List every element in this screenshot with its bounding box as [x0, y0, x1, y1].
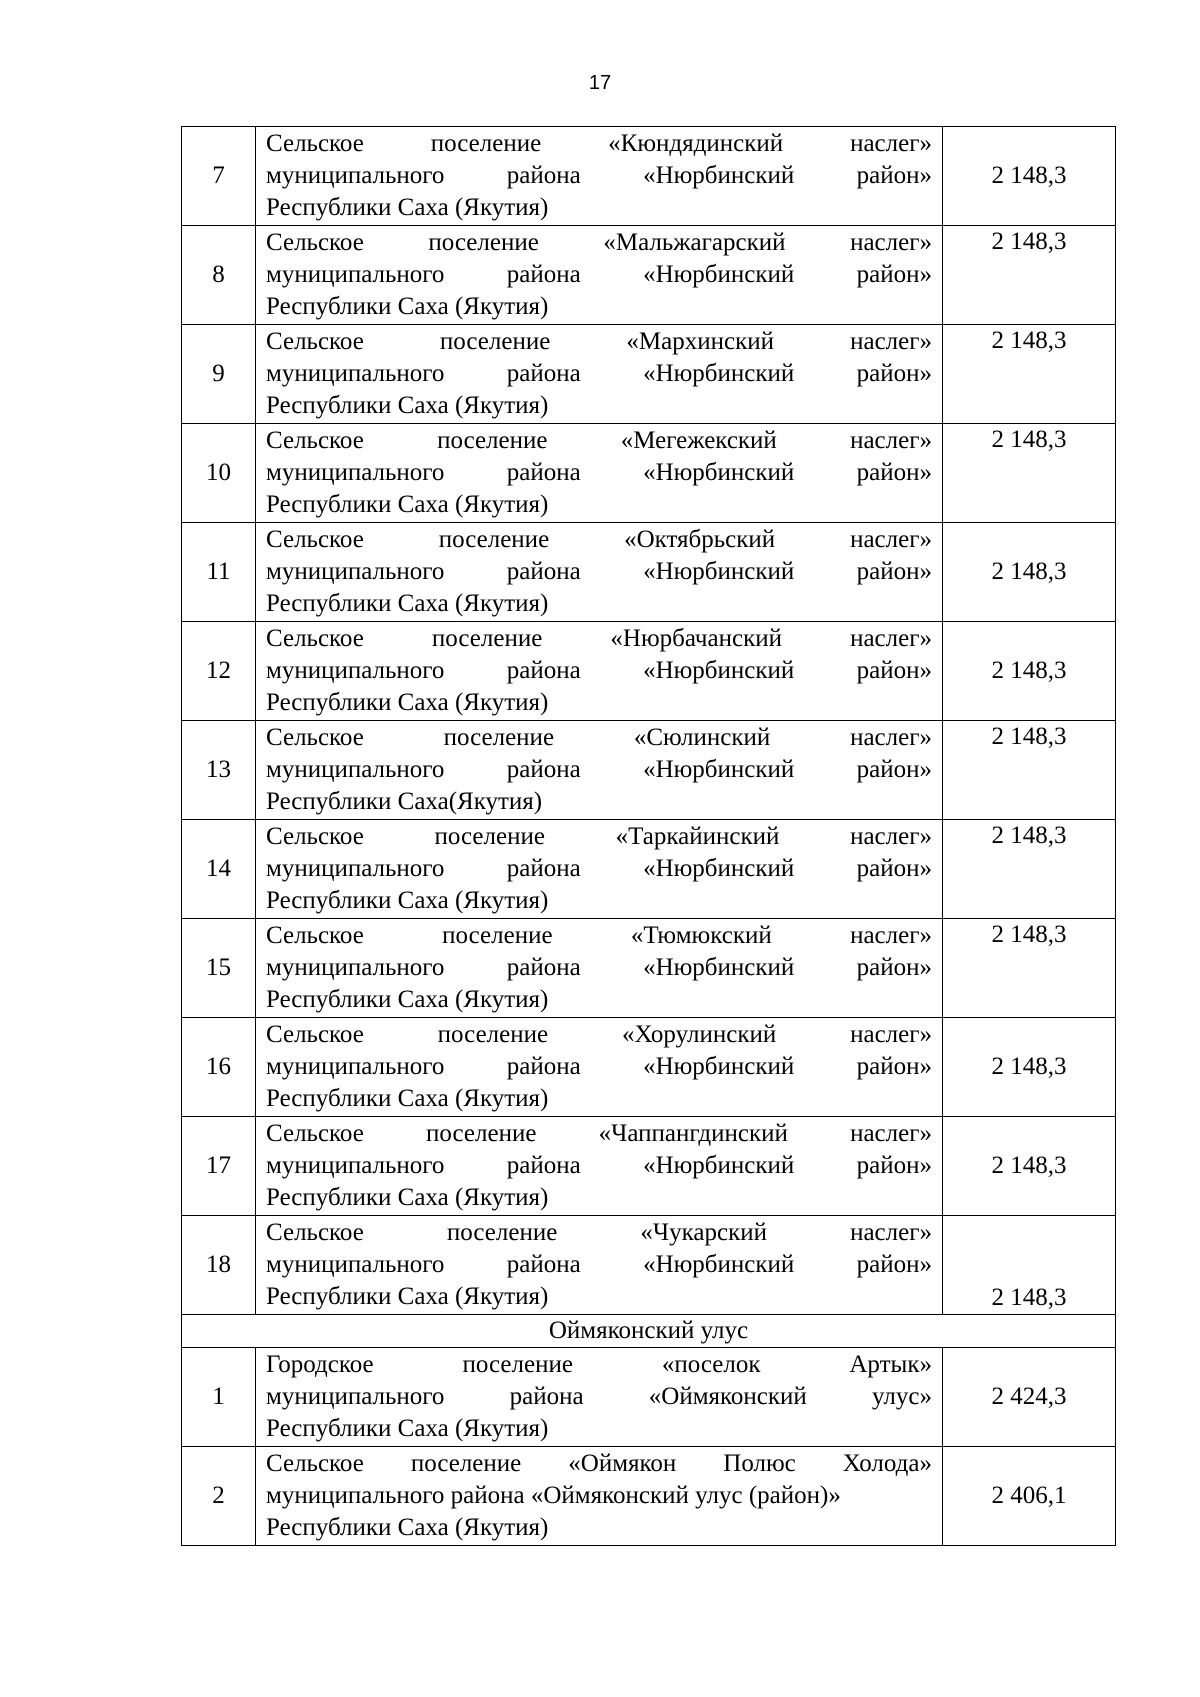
row-number: 2: [182, 1447, 256, 1546]
settlement-name: [256, 424, 943, 523]
table-row: [182, 1447, 1116, 1546]
table-row: [182, 424, 1116, 523]
amount-cell: 2 148,3: [943, 523, 1116, 622]
name-line-2: муниципального района «Нюрбинский район»: [266, 1152, 932, 1179]
amount-cell: 2 148,3: [943, 325, 1116, 424]
name-line-3: Республики Саха (Якутия): [266, 392, 549, 419]
name-line-3: Республики Саха (Якутия): [266, 194, 549, 221]
name-line-3: Республики Саха (Якутия): [266, 1514, 549, 1541]
settlement-name: [256, 622, 943, 721]
row-number: 12: [182, 622, 256, 721]
amount-cell: 2 148,3: [943, 1216, 1116, 1315]
name-line-2: муниципального района «Нюрбинский район»: [266, 1251, 932, 1278]
settlement-name: [256, 820, 943, 919]
table-row: [182, 1018, 1116, 1117]
settlement-name: [256, 127, 943, 226]
name-line-1: Сельское поселение «Нюрбачанский наслег»: [266, 625, 932, 652]
name-line-3: Республики Саха (Якутия): [266, 1085, 549, 1112]
amount-cell: 2 148,3: [943, 622, 1116, 721]
page-number: 17: [588, 72, 612, 94]
name-line-2: муниципального района «Нюрбинский район»: [266, 261, 932, 288]
allocation-table: [181, 126, 1116, 1546]
settlement-name: [256, 1447, 943, 1546]
table-row: [182, 820, 1116, 919]
name-line-2: муниципального района «Оймяконский улус (район)»: [266, 1482, 841, 1509]
settlement-name: [256, 325, 943, 424]
settlement-name: [256, 226, 943, 325]
name-line-1: Сельское поселение «Тюмюкский наслег»: [266, 922, 932, 949]
row-number: 17: [182, 1117, 256, 1216]
table-row: [182, 1348, 1116, 1447]
settlement-name: [256, 1216, 943, 1315]
name-line-2: муниципального района «Оймяконский улус»: [266, 1383, 932, 1410]
settlement-name: [256, 919, 943, 1018]
table-row: [182, 523, 1116, 622]
row-number: 11: [182, 523, 256, 622]
name-line-1: Сельское поселение «Чукарский наслег»: [266, 1219, 932, 1246]
amount-cell: 2 148,3: [943, 721, 1116, 820]
table-row: [182, 622, 1116, 721]
name-line-1: Сельское поселение «Сюлинский наслег»: [266, 724, 932, 751]
name-line-2: муниципального района «Нюрбинский район»: [266, 459, 932, 486]
amount-cell: 2 148,3: [943, 127, 1116, 226]
name-line-2: муниципального района «Нюрбинский район»: [266, 657, 932, 684]
table-row: [182, 127, 1116, 226]
amount-cell: 2 148,3: [943, 820, 1116, 919]
name-line-3: Республики Саха (Якутия): [266, 590, 549, 617]
settlement-name: [256, 1117, 943, 1216]
name-line-2: муниципального района «Нюрбинский район»: [266, 756, 932, 783]
table-row: [182, 1216, 1116, 1315]
name-line-1: Сельское поселение «Мальжагарский наслег»: [266, 229, 932, 256]
table-row: [182, 226, 1116, 325]
name-line-1: Сельское поселение «Кюндядинский наслег»: [266, 130, 932, 157]
name-line-2: муниципального района «Нюрбинский район»: [266, 954, 932, 981]
name-line-1: Сельское поселение «Чаппангдинский наслег»: [266, 1120, 932, 1147]
table-row: [182, 919, 1116, 1018]
amount-cell: 2 148,3: [943, 226, 1116, 325]
amount-cell: 2 406,1: [943, 1447, 1116, 1546]
settlement-name: [256, 523, 943, 622]
name-line-2: муниципального района «Нюрбинский район»: [266, 360, 932, 387]
row-number: 15: [182, 919, 256, 1018]
row-number: 14: [182, 820, 256, 919]
settlement-name: [256, 721, 943, 820]
name-line-1: Сельское поселение «Мархинский наслег»: [266, 328, 932, 355]
name-line-2: муниципального района «Нюрбинский район»: [266, 558, 932, 585]
amount-cell: 2 424,3: [943, 1348, 1116, 1447]
name-line-3: Республики Саха(Якутия): [266, 788, 543, 815]
name-line-3: Республики Саха (Якутия): [266, 887, 549, 914]
name-line-3: Республики Саха (Якутия): [266, 986, 549, 1013]
name-line-2: муниципального района «Нюрбинский район»: [266, 855, 932, 882]
row-number: 8: [182, 226, 256, 325]
name-line-1: Сельское поселение «Таркайинский наслег»: [266, 823, 932, 850]
table-row: [182, 325, 1116, 424]
settlement-name: [256, 1348, 943, 1447]
row-number: 18: [182, 1216, 256, 1315]
section-header-row: [182, 1315, 1116, 1348]
name-line-1: Сельское поселение «Октябрьский наслег»: [266, 526, 932, 553]
row-number: 13: [182, 721, 256, 820]
amount-cell: 2 148,3: [943, 424, 1116, 523]
section-title: Оймяконский улус: [182, 1315, 1116, 1348]
row-number: 16: [182, 1018, 256, 1117]
amount-cell: 2 148,3: [943, 1117, 1116, 1216]
amount-cell: 2 148,3: [943, 919, 1116, 1018]
name-line-1: Сельское поселение «Хорулинский наслег»: [266, 1021, 932, 1048]
name-line-3: Республики Саха (Якутия): [266, 293, 549, 320]
row-number: 7: [182, 127, 256, 226]
name-line-3: Республики Саха (Якутия): [266, 1415, 549, 1442]
name-line-1: Городское поселение «поселок Артык»: [266, 1351, 932, 1378]
row-number: 1: [182, 1348, 256, 1447]
table-row: [182, 1117, 1116, 1216]
name-line-3: Республики Саха (Якутия): [266, 1184, 549, 1211]
amount-cell: 2 148,3: [943, 1018, 1116, 1117]
row-number: 10: [182, 424, 256, 523]
name-line-1: Сельское поселение «Оймякон Полюс Холода»: [266, 1450, 932, 1477]
name-line-2: муниципального района «Нюрбинский район»: [266, 1053, 932, 1080]
name-line-1: Сельское поселение «Мегежекский наслег»: [266, 427, 932, 454]
table-row: [182, 721, 1116, 820]
name-line-2: муниципального района «Нюрбинский район»: [266, 162, 932, 189]
row-number: 9: [182, 325, 256, 424]
name-line-3: Республики Саха (Якутия): [266, 491, 549, 518]
name-line-3: Республики Саха (Якутия): [266, 689, 549, 716]
name-line-3: Республики Саха (Якутия): [266, 1283, 549, 1310]
settlement-name: [256, 1018, 943, 1117]
